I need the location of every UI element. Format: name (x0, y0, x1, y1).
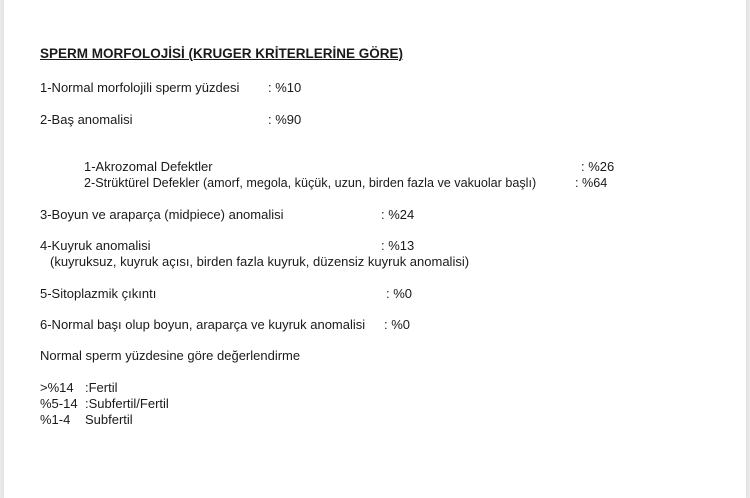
acrosomal-defects-label: 1-Akrozomal Defektler (84, 159, 213, 174)
evaluation-result: :Subfertil/Fertil (85, 396, 169, 411)
evaluation-range: %1-4 (40, 412, 71, 427)
acrosomal-defects-value: : %26 (581, 159, 615, 174)
cytoplasmic-droplet-value: : %0 (386, 286, 413, 301)
normal-morphology-label: 1-Normal morfolojili sperm yüzdesi (40, 80, 240, 95)
evaluation-result: Subfertil (85, 412, 133, 427)
cytoplasmic-droplet-label: 5-Sitoplazmik çıkıntı (40, 286, 157, 301)
neck-midpiece-anomaly-value: : %24 (381, 207, 415, 222)
normal-head-other-anomaly-label: 6-Normal başı olup boyun, araparça ve kuyruk anomalisi (40, 317, 366, 332)
structural-defects-value: : %64 (575, 176, 608, 190)
tail-anomaly-note: (kuyruksuz, kuyruk açısı, birden fazla kuyruk, düzensiz kuyruk anomalisi) (50, 254, 470, 269)
neck-midpiece-anomaly-label: 3-Boyun ve araparça (midpiece) anomalisi (40, 207, 284, 222)
evaluation-result: :Fertil (85, 380, 118, 395)
document-page (4, 0, 746, 498)
evaluation-heading: Normal sperm yüzdesine göre değerlendirme (40, 348, 301, 363)
head-anomaly-label: 2-Baş anomalisi (40, 112, 133, 127)
evaluation-range: %5-14 (40, 396, 78, 411)
normal-head-other-anomaly-value: : %0 (384, 317, 411, 332)
tail-anomaly-label: 4-Kuyruk anomalisi (40, 238, 151, 253)
document-title: SPERM MORFOLOJİSİ (KRUGER KRİTERLERİNE GÖRE) (40, 46, 404, 61)
tail-anomaly-value: : %13 (381, 238, 415, 253)
structural-defects-label: 2-Strüktürel Defekler (amorf, megola, küçük, uzun, birden fazla ve vakuolar başlı) (84, 176, 537, 190)
normal-morphology-value: : %10 (268, 80, 302, 95)
evaluation-range: >%14 (40, 380, 74, 395)
head-anomaly-value: : %90 (268, 112, 302, 127)
